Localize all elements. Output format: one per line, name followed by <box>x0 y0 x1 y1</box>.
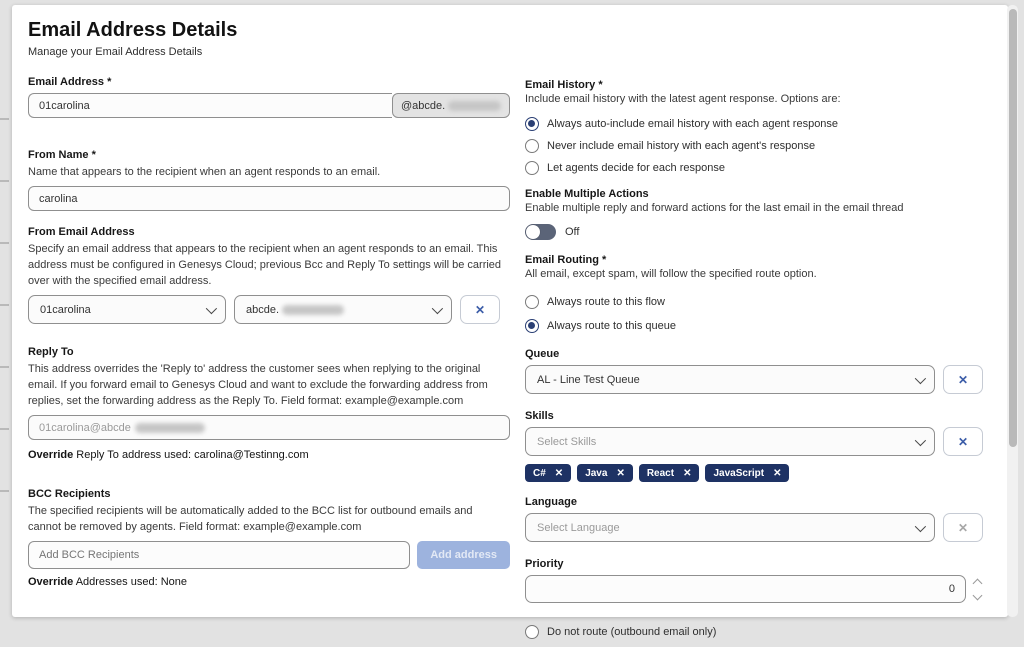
radio-icon <box>525 139 539 153</box>
email-address-details-panel <box>12 5 1008 638</box>
queue-select[interactable] <box>525 365 935 394</box>
chip-remove-icon[interactable]: ✕ <box>773 467 782 479</box>
multiple-actions-section <box>525 188 983 240</box>
spinner-up-icon[interactable] <box>972 578 982 588</box>
from-email-mailbox-value: 01carolina <box>40 303 91 316</box>
radio-option-agents-decide[interactable] <box>525 161 983 175</box>
queue-label: Queue <box>525 348 560 360</box>
from-email-clear-button[interactable]: ✕ <box>460 295 500 324</box>
chevron-down-icon <box>432 302 443 313</box>
priority-section <box>525 558 983 603</box>
queue-value: AL - Line Test Queue <box>537 373 640 386</box>
chip-remove-icon[interactable]: ✕ <box>616 467 625 479</box>
skill-chip <box>525 464 571 482</box>
add-address-button[interactable]: Add address <box>417 541 510 569</box>
from-name-label: From Name * <box>28 149 96 161</box>
from-name-section <box>28 149 510 211</box>
radio-label: Do not route (outbound email only) <box>547 626 717 638</box>
redacted-blur <box>135 423 205 433</box>
left-edge-ticks <box>0 118 9 538</box>
email-history-section <box>525 79 983 175</box>
redacted-blur <box>448 101 501 111</box>
queue-clear-button[interactable]: ✕ <box>943 365 983 394</box>
language-label: Language <box>525 496 577 508</box>
chip-label: JavaScript <box>713 467 765 479</box>
multiple-actions-help: Enable multiple reply and forward actions for the last email in the email thread <box>525 202 904 214</box>
radio-label: Let agents decide for each response <box>547 162 725 174</box>
chip-label: C# <box>533 467 546 479</box>
right-column <box>525 79 983 647</box>
bcc-label: BCC Recipients <box>28 488 111 500</box>
priority-input[interactable] <box>525 575 966 603</box>
chip-label: Java <box>585 467 608 479</box>
skills-select[interactable] <box>525 427 935 456</box>
from-email-domain-select[interactable] <box>234 295 452 324</box>
scrollbar-thumb[interactable] <box>1009 9 1017 447</box>
radio-option-always-include[interactable] <box>525 117 983 131</box>
from-email-section <box>28 226 510 324</box>
reply-to-section <box>28 346 510 461</box>
radio-icon <box>525 117 539 131</box>
toggle-state-label: Off <box>565 226 580 238</box>
skills-label: Skills <box>525 410 554 422</box>
priority-stepper[interactable] <box>971 580 983 599</box>
bcc-help-line2: cannot be removed by agents. Field format: example@example.com <box>28 521 362 533</box>
bcc-override-text: Override Addresses used: None <box>28 576 187 588</box>
radio-label: Never include email history with each agent's response <box>547 140 816 152</box>
reply-to-input[interactable] <box>28 415 510 440</box>
language-clear-button[interactable]: ✕ <box>943 513 983 542</box>
skill-chip <box>705 464 789 482</box>
chevron-down-icon <box>206 302 217 313</box>
bcc-input[interactable] <box>28 541 410 569</box>
radio-icon <box>525 161 539 175</box>
redacted-blur <box>282 305 344 315</box>
spinner-down-icon[interactable] <box>972 590 982 600</box>
from-email-mailbox-select[interactable] <box>28 295 226 324</box>
email-address-label: Email Address * <box>28 76 112 88</box>
toggle-knob <box>526 225 540 239</box>
bcc-section <box>28 488 510 588</box>
skills-clear-button[interactable]: ✕ <box>943 427 983 456</box>
from-email-label: From Email Address <box>28 226 135 238</box>
radio-label: Always route to this flow <box>547 296 665 308</box>
email-history-label: Email History * <box>525 79 603 91</box>
left-column <box>28 18 510 588</box>
reply-to-label: Reply To <box>28 346 74 358</box>
reply-to-help: This address overrides the 'Reply to' address the customer sees when replying to the original email. If you forward email to Genesys Cloud and want to exclude the forwarding address from replies, set the forwarding address as the Reply To. Field format: example@example.com <box>28 363 488 407</box>
email-address-section <box>28 76 510 118</box>
vertical-scrollbar <box>1007 5 1018 617</box>
skill-chip <box>639 464 700 482</box>
multiple-actions-label: Enable Multiple Actions <box>525 188 649 200</box>
email-address-input[interactable] <box>28 93 392 118</box>
from-email-domain-value: abcde. <box>246 304 432 316</box>
reply-to-override-text: Override Reply To address used: carolina@Testinng.com <box>28 449 309 461</box>
chip-label: React <box>646 467 675 479</box>
language-section <box>525 496 983 542</box>
chip-remove-icon[interactable]: ✕ <box>554 467 564 479</box>
priority-label: Priority <box>525 558 564 570</box>
email-routing-section <box>525 254 983 333</box>
radio-option-never-include[interactable] <box>525 139 983 153</box>
email-routing-help: All email, except spam, will follow the specified route option. <box>525 268 817 280</box>
email-routing-label: Email Routing * <box>525 254 607 266</box>
radio-option-route-queue[interactable] <box>525 319 983 333</box>
email-history-help: Include email history with the latest agent response. Options are: <box>525 93 841 105</box>
chevron-down-icon <box>915 372 926 383</box>
page-subtitle: Manage your Email Address Details <box>28 46 203 58</box>
radio-option-route-flow[interactable] <box>525 295 983 309</box>
from-name-help: Name that appears to the recipient when an agent responds to an email. <box>28 166 381 178</box>
skills-placeholder: Select Skills <box>537 435 597 448</box>
radio-icon <box>525 625 539 639</box>
skills-section <box>525 410 983 482</box>
chevron-down-icon <box>915 434 926 445</box>
skill-chip <box>577 464 633 482</box>
email-domain-suffix <box>392 93 510 118</box>
reply-to-placeholder-text: 01carolina@abcde <box>39 421 131 434</box>
from-name-input[interactable] <box>28 186 510 211</box>
radio-option-no-route[interactable] <box>525 625 983 639</box>
radio-icon <box>525 319 539 333</box>
language-placeholder: Select Language <box>537 521 620 534</box>
language-select[interactable] <box>525 513 935 542</box>
chevron-down-icon <box>915 520 926 531</box>
skills-chips <box>525 464 983 482</box>
bcc-help-line1: The specified recipients will be automatically added to the BCC list for outbound emails and <box>28 505 473 517</box>
radio-icon <box>525 295 539 309</box>
multiple-actions-toggle[interactable] <box>525 224 556 240</box>
from-email-help: Specify an email address that appears to the recipient when an agent responds to an email. This address must be configured in Genesys Cloud; previous Bcc and Reply To settings will be carried over with the specified email address. <box>28 243 502 287</box>
page-title: Email Address Details <box>28 19 238 41</box>
chip-remove-icon[interactable]: ✕ <box>683 467 692 479</box>
queue-section <box>525 348 983 394</box>
radio-label: Always route to this queue <box>547 320 677 332</box>
radio-label: Always auto-include email history with each agent response <box>547 118 839 130</box>
email-domain-text: @abcde. <box>401 99 446 112</box>
